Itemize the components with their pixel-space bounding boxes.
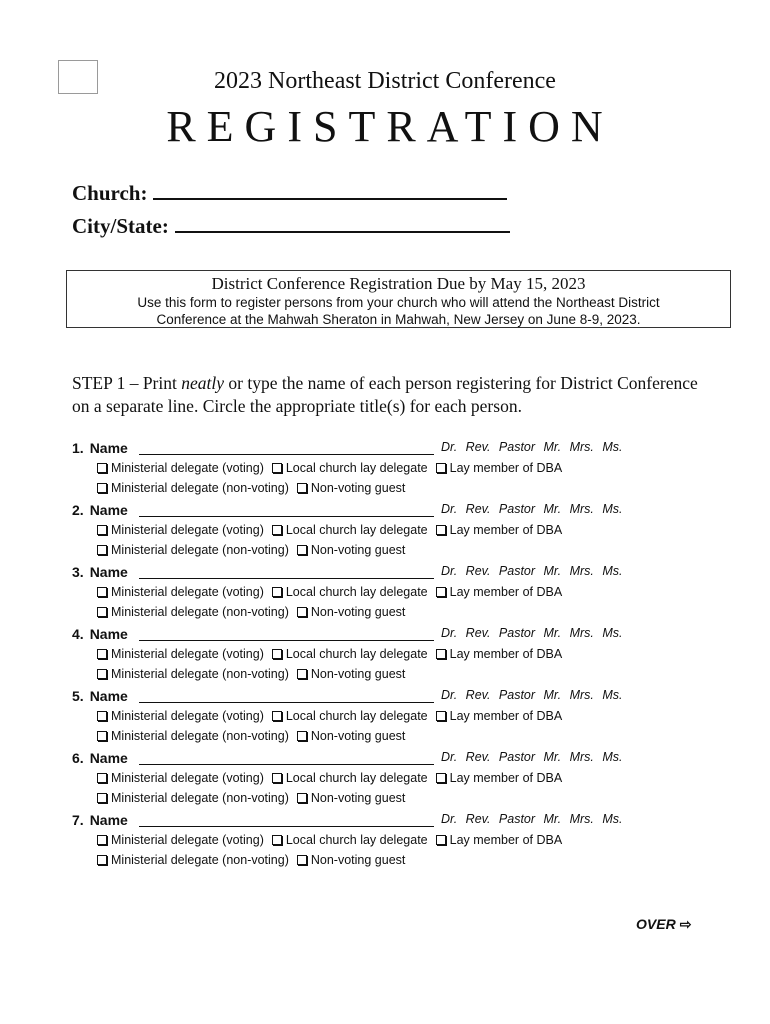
option-row-1 [97, 647, 570, 661]
option-row-2 [97, 729, 413, 743]
option-label: Ministerial delegate (non-voting) [111, 605, 289, 619]
checkbox-icon[interactable] [97, 525, 107, 535]
option-label: Non-voting guest [310, 543, 406, 557]
title-options[interactable]: Dr. Rev. Pastor Mr. Mrs. Ms. [441, 688, 623, 702]
checkbox-icon[interactable] [97, 483, 107, 493]
church-input-line[interactable] [153, 180, 507, 200]
option-ministerial-voting[interactable] [97, 771, 264, 785]
checkbox-icon[interactable] [97, 711, 107, 721]
option-dba-member[interactable] [436, 833, 563, 847]
turn-arrow-icon: ⇨ [679, 916, 692, 932]
option-label: Ministerial delegate (non-voting) [111, 667, 289, 681]
entry-number: 6. [72, 750, 84, 766]
checkbox-icon[interactable] [297, 483, 307, 493]
option-ministerial-nonvoting[interactable] [97, 667, 289, 681]
step-1-instructions [72, 372, 712, 418]
option-ministerial-voting[interactable] [97, 647, 264, 661]
title-options[interactable]: Dr. Rev. Pastor Mr. Mrs. Ms. [441, 812, 623, 826]
checkbox-icon[interactable] [97, 607, 107, 617]
option-guest[interactable] [297, 481, 406, 495]
checkbox-icon[interactable] [436, 773, 446, 783]
checkbox-icon[interactable] [272, 587, 282, 597]
option-label: Ministerial delegate (voting) [111, 709, 264, 723]
name-label: Name [89, 502, 128, 518]
city-state-field[interactable] [72, 213, 510, 239]
option-label: Local church lay delegate [285, 709, 428, 723]
option-ministerial-voting[interactable] [97, 461, 264, 475]
option-guest[interactable] [297, 791, 406, 805]
option-row-2 [97, 791, 413, 805]
option-row-1 [97, 523, 570, 537]
checkbox-icon[interactable] [436, 649, 446, 659]
checkbox-icon[interactable] [97, 669, 107, 679]
option-ministerial-nonvoting[interactable] [97, 481, 289, 495]
checkbox-icon[interactable] [436, 711, 446, 721]
option-label: Ministerial delegate (non-voting) [111, 729, 289, 743]
checkbox-icon[interactable] [272, 463, 282, 473]
checkbox-icon[interactable] [272, 525, 282, 535]
title-options[interactable]: Dr. Rev. Pastor Mr. Mrs. Ms. [441, 440, 623, 454]
checkbox-icon[interactable] [297, 731, 307, 741]
option-dba-member[interactable] [436, 647, 563, 661]
option-lay-delegate[interactable] [272, 461, 428, 475]
option-row-2 [97, 667, 413, 681]
checkbox-icon[interactable] [436, 587, 446, 597]
step-prefix: STEP 1 – Print [72, 373, 182, 393]
option-ministerial-nonvoting[interactable] [97, 605, 289, 619]
checkbox-icon[interactable] [97, 731, 107, 741]
option-row-1 [97, 833, 570, 847]
option-lay-delegate[interactable] [272, 647, 428, 661]
church-field[interactable] [72, 180, 507, 206]
option-label: Lay member of DBA [449, 461, 563, 475]
option-label: Ministerial delegate (voting) [111, 771, 264, 785]
option-ministerial-nonvoting[interactable] [97, 543, 289, 557]
option-label: Ministerial delegate (voting) [111, 461, 264, 475]
option-dba-member[interactable] [436, 461, 563, 475]
name-row [72, 626, 623, 642]
option-lay-delegate[interactable] [272, 709, 428, 723]
name-input-line[interactable] [139, 764, 434, 765]
name-input-line[interactable] [139, 578, 434, 579]
option-label: Non-voting guest [310, 853, 406, 867]
option-guest[interactable] [297, 605, 406, 619]
option-ministerial-nonvoting[interactable] [97, 853, 289, 867]
option-label: Ministerial delegate (voting) [111, 833, 264, 847]
name-input-line[interactable] [139, 516, 434, 517]
over-label [636, 916, 691, 933]
option-label: Lay member of DBA [449, 833, 563, 847]
option-ministerial-nonvoting[interactable] [97, 791, 289, 805]
name-row [72, 502, 623, 518]
option-label: Lay member of DBA [449, 771, 563, 785]
title-options[interactable]: Dr. Rev. Pastor Mr. Mrs. Ms. [441, 502, 623, 516]
name-label: Name [89, 688, 128, 704]
option-ministerial-voting[interactable] [97, 833, 264, 847]
church-label: Church: [72, 181, 148, 205]
notice-info-line-1: Use this form to register persons from your church who will attend the Northeast District [137, 295, 660, 310]
option-label: Lay member of DBA [449, 709, 563, 723]
name-label: Name [89, 812, 128, 828]
option-label: Lay member of DBA [449, 585, 563, 599]
option-ministerial-voting[interactable] [97, 523, 264, 537]
name-input-line[interactable] [139, 454, 434, 455]
entry-number: 7. [72, 812, 84, 828]
option-row-2 [97, 605, 413, 619]
option-label: Local church lay delegate [285, 771, 428, 785]
name-label: Name [89, 626, 128, 642]
option-label: Non-voting guest [310, 667, 406, 681]
name-input-line[interactable] [139, 640, 434, 641]
checkbox-icon[interactable] [272, 711, 282, 721]
checkbox-icon[interactable] [436, 525, 446, 535]
checkbox-icon[interactable] [272, 649, 282, 659]
option-label: Local church lay delegate [285, 461, 428, 475]
option-dba-member[interactable] [436, 771, 563, 785]
option-label: Ministerial delegate (non-voting) [111, 481, 289, 495]
option-label: Lay member of DBA [449, 523, 563, 537]
entry-number: 4. [72, 626, 84, 642]
option-ministerial-voting[interactable] [97, 709, 264, 723]
option-label: Ministerial delegate (voting) [111, 647, 264, 661]
step-emphasis: neatly [181, 373, 224, 393]
option-label: Ministerial delegate (non-voting) [111, 853, 289, 867]
option-label: Ministerial delegate (non-voting) [111, 543, 289, 557]
over-text: OVER [636, 916, 676, 932]
checkbox-icon[interactable] [297, 545, 307, 555]
option-label: Local church lay delegate [285, 647, 428, 661]
option-lay-delegate[interactable] [272, 523, 428, 537]
option-ministerial-nonvoting[interactable] [97, 729, 289, 743]
checkbox-icon[interactable] [97, 545, 107, 555]
option-row-1 [97, 771, 570, 785]
checkbox-icon[interactable] [436, 835, 446, 845]
option-row-1 [97, 709, 570, 723]
name-label: Name [89, 440, 128, 456]
page-title: REGISTRATION [166, 102, 614, 151]
notice-info-line-2: Conference at the Mahwah Sheraton in Mahwah, New Jersey on June 8-9, 2023. [156, 312, 641, 327]
option-guest[interactable] [297, 667, 406, 681]
name-row [72, 688, 623, 704]
name-row [72, 564, 623, 580]
option-lay-delegate[interactable] [272, 833, 428, 847]
option-label: Non-voting guest [310, 791, 406, 805]
city-state-input-line[interactable] [175, 213, 510, 233]
title-options[interactable]: Dr. Rev. Pastor Mr. Mrs. Ms. [441, 626, 623, 640]
option-label: Ministerial delegate (voting) [111, 585, 264, 599]
checkbox-icon[interactable] [97, 855, 107, 865]
option-label: Local church lay delegate [285, 833, 428, 847]
option-row-2 [97, 543, 413, 557]
name-row [72, 812, 623, 828]
checkbox-icon[interactable] [272, 835, 282, 845]
option-label: Lay member of DBA [449, 647, 563, 661]
checkbox-icon[interactable] [97, 587, 107, 597]
checkbox-icon[interactable] [97, 649, 107, 659]
option-guest[interactable] [297, 543, 406, 557]
option-row-2 [97, 481, 413, 495]
checkbox-icon[interactable] [297, 855, 307, 865]
option-label: Ministerial delegate (non-voting) [111, 791, 289, 805]
conference-title: 2023 Northeast District Conference [214, 68, 556, 94]
checkbox-icon[interactable] [297, 793, 307, 803]
option-dba-member[interactable] [436, 585, 563, 599]
entry-number: 5. [72, 688, 84, 704]
checkbox-icon[interactable] [297, 669, 307, 679]
name-label: Name [89, 564, 128, 580]
option-label: Non-voting guest [310, 729, 406, 743]
city-state-label: City/State: [72, 214, 169, 238]
option-lay-delegate[interactable] [272, 771, 428, 785]
option-ministerial-voting[interactable] [97, 585, 264, 599]
due-date-text: District Conference Registration Due by May 15, 2023 [211, 274, 586, 293]
checkbox-icon[interactable] [436, 463, 446, 473]
step-suffix: or type the name of each person registering for District Conference on a separate line. Circle the appropriate title(s) for each person. [72, 373, 698, 416]
option-row-1 [97, 461, 570, 475]
name-input-line[interactable] [139, 826, 434, 827]
notice-box [66, 270, 731, 328]
entry-number: 3. [72, 564, 84, 580]
option-lay-delegate[interactable] [272, 585, 428, 599]
checkbox-icon[interactable] [272, 773, 282, 783]
option-guest[interactable] [297, 729, 406, 743]
title-options[interactable]: Dr. Rev. Pastor Mr. Mrs. Ms. [441, 750, 623, 764]
name-input-line[interactable] [139, 702, 434, 703]
option-label: Local church lay delegate [285, 523, 428, 537]
checkbox-icon[interactable] [97, 793, 107, 803]
option-guest[interactable] [297, 853, 406, 867]
option-label: Ministerial delegate (voting) [111, 523, 264, 537]
option-label: Local church lay delegate [285, 585, 428, 599]
name-row [72, 750, 623, 766]
checkbox-icon[interactable] [97, 835, 107, 845]
option-row-2 [97, 853, 413, 867]
checkbox-icon[interactable] [297, 607, 307, 617]
name-label: Name [89, 750, 128, 766]
option-row-1 [97, 585, 570, 599]
entry-number: 2. [72, 502, 84, 518]
option-label: Non-voting guest [310, 481, 406, 495]
option-dba-member[interactable] [436, 523, 563, 537]
title-options[interactable]: Dr. Rev. Pastor Mr. Mrs. Ms. [441, 564, 623, 578]
checkbox-icon[interactable] [97, 773, 107, 783]
entry-number: 1. [72, 440, 84, 456]
option-dba-member[interactable] [436, 709, 563, 723]
option-label: Non-voting guest [310, 605, 406, 619]
checkbox-icon[interactable] [97, 463, 107, 473]
name-row [72, 440, 623, 456]
